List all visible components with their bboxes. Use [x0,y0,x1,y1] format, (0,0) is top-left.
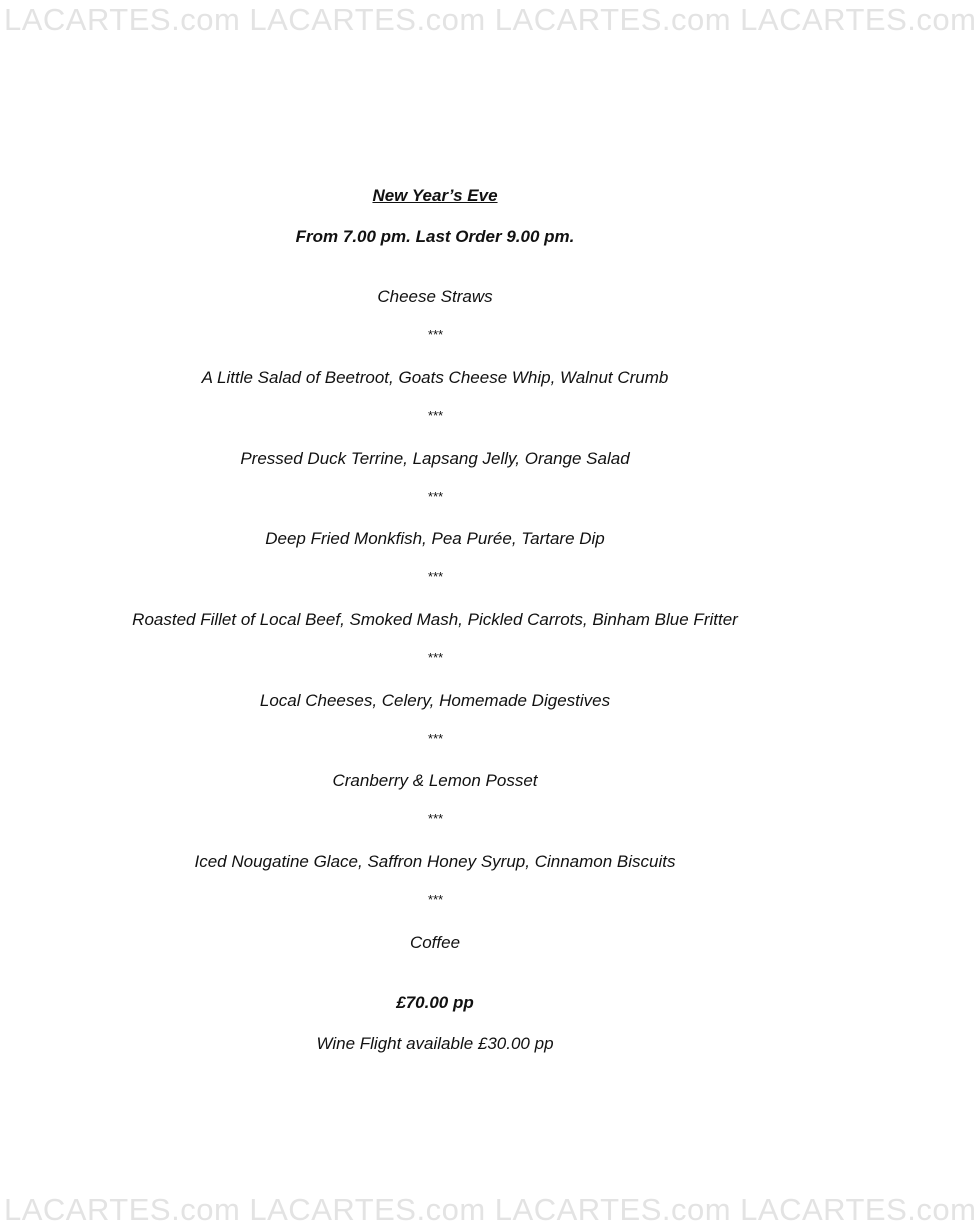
course-separator: *** [427,569,443,584]
course-separator: *** [427,408,443,423]
course-separator: *** [427,731,443,746]
service-hours: From 7.00 pm. Last Order 9.00 pm. [295,227,575,246]
course-item: Local Cheeses, Celery, Homemade Digestives [259,691,611,710]
watermark-text-bottom: LACARTES.com LACARTES.com LACARTES.com LACARTES.com [4,1192,976,1227]
menu-title: New Year’s Eve [372,186,498,205]
course-item: Cheese Straws [377,287,493,306]
course-separator: *** [427,327,443,342]
course-item: Roasted Fillet of Local Beef, Smoked Mash, Pickled Carrots, Binham Blue Fritter [132,610,738,629]
watermark-bottom [0,1192,976,1228]
menu-price: £70.00 pp [396,993,474,1012]
watermark-text-top: LACARTES.com LACARTES.com LACARTES.com LACARTES.com [4,2,976,37]
course-separator: *** [427,650,443,665]
course-item: Coffee [409,933,461,952]
course-item: Pressed Duck Terrine, Lapsang Jelly, Orange Salad [240,449,630,468]
course-item: Deep Fried Monkfish, Pea Purée, Tartare Dip [265,529,605,548]
course-separator: *** [427,489,443,504]
course-item: Iced Nougatine Glace, Saffron Honey Syrup, Cinnamon Biscuits [194,852,676,871]
course-item: A Little Salad of Beetroot, Goats Cheese Whip, Walnut Crumb [201,368,669,387]
course-separator: *** [427,892,443,907]
course-separator: *** [427,811,443,826]
wine-flight-note: Wine Flight available £30.00 pp [316,1034,554,1053]
course-item: Cranberry & Lemon Posset [332,771,538,790]
